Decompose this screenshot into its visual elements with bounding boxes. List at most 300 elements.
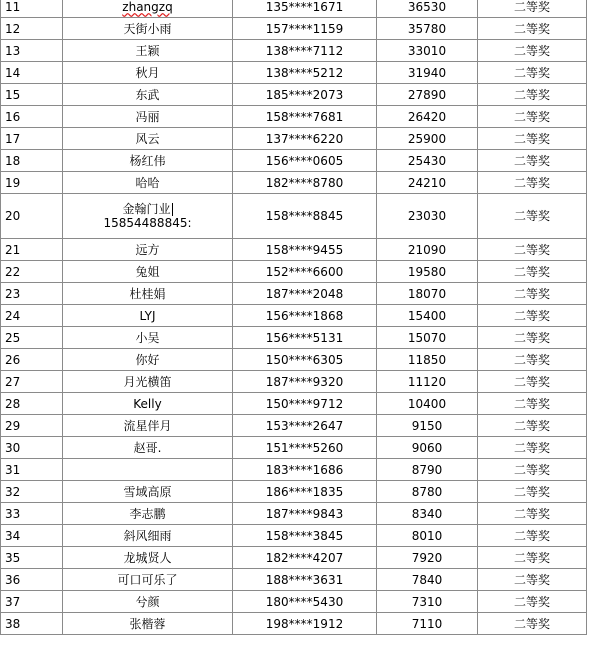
name-cell[interactable] [63,106,233,128]
prize-cell[interactable] [478,591,587,613]
prize-text: 二等奖 [513,594,550,609]
score-text: 8010 [411,528,443,543]
score-cell[interactable] [377,525,478,547]
rank-text: 15 [5,87,21,102]
rank-text: 37 [5,594,21,609]
score-cell[interactable] [377,194,478,239]
rank-text: 24 [5,308,21,323]
score-text: 35780 [407,21,447,36]
prize-cell[interactable] [478,437,587,459]
rank-cell[interactable] [1,84,63,106]
name-text: 月光横笛 [123,374,172,389]
rank-cell[interactable] [1,128,63,150]
name-text: 天街小雨 [123,21,172,36]
name-text: 斜风细雨 [123,528,172,543]
phone-cell[interactable] [233,327,377,349]
name-text: 可口可乐了 [117,572,178,587]
rank-text: 32 [5,484,21,499]
rank-cell[interactable] [1,349,63,371]
rank-cell[interactable] [1,261,63,283]
prize-cell[interactable] [478,62,587,84]
rank-text: 25 [5,330,21,345]
score-text: 8780 [411,484,443,499]
score-cell[interactable] [377,371,478,393]
phone-cell[interactable] [233,437,377,459]
rank-cell[interactable] [1,172,63,194]
phone-cell[interactable] [233,503,377,525]
name-cell[interactable] [63,569,233,591]
score-text: 11120 [407,374,447,389]
score-text: 19580 [407,264,447,279]
name-cell[interactable] [63,305,233,327]
prize-cell[interactable] [478,569,587,591]
prize-text: 二等奖 [513,330,550,345]
prize-text: 二等奖 [513,308,550,323]
rank-cell[interactable] [1,569,63,591]
phone-cell[interactable] [233,459,377,481]
name-cell[interactable] [63,239,233,261]
prize-cell[interactable] [478,0,587,18]
phone-text: 150****6305 [265,352,344,367]
phone-cell[interactable] [233,194,377,239]
score-cell[interactable] [377,0,478,18]
prize-cell[interactable] [478,613,587,635]
name-cell[interactable] [63,194,233,239]
name-cell[interactable] [63,459,233,481]
table-row [1,261,587,283]
rank-text: 21 [5,242,21,257]
prize-text: 二等奖 [513,109,550,124]
rank-cell[interactable] [1,591,63,613]
prize-cell[interactable] [478,371,587,393]
name-cell[interactable] [63,0,233,18]
phone-cell[interactable] [233,525,377,547]
phone-cell[interactable] [233,481,377,503]
score-text: 25430 [407,153,447,168]
rank-cell[interactable] [1,194,63,239]
name-cell[interactable] [63,18,233,40]
score-text: 7310 [411,594,443,609]
score-text: 10400 [407,396,447,411]
prize-text: 二等奖 [513,484,550,499]
rank-text: 18 [5,153,21,168]
rank-cell[interactable] [1,283,63,305]
phone-text: 183****1686 [265,462,344,477]
prize-text: 二等奖 [513,286,550,301]
score-cell[interactable] [377,40,478,62]
name-line-1 [63,202,232,216]
rank-text: 23 [5,286,21,301]
table-row [1,40,587,62]
prize-cell[interactable] [478,547,587,569]
table-row [1,613,587,635]
phone-text: 187****9320 [265,374,344,389]
rank-text: 31 [5,462,21,477]
rank-text: 17 [5,131,21,146]
name-text: 杨红伟 [129,153,166,168]
name-cell[interactable] [63,150,233,172]
phone-text: 150****9712 [265,396,344,411]
name-cell[interactable] [63,437,233,459]
rank-cell[interactable] [1,239,63,261]
table-row [1,0,587,18]
name-text: 兮颜 [135,594,160,609]
rank-cell[interactable] [1,62,63,84]
score-text: 18070 [407,286,447,301]
prize-text: 二等奖 [513,0,550,14]
name-text: 冯丽 [135,109,160,124]
rank-cell[interactable] [1,393,63,415]
rank-text: 19 [5,175,21,190]
name-text: 兔姐 [135,264,160,279]
name-cell[interactable] [63,525,233,547]
prize-cell[interactable] [478,40,587,62]
table-row [1,525,587,547]
winners-table-body [1,0,587,635]
phone-cell[interactable] [233,106,377,128]
score-cell[interactable] [377,305,478,327]
rank-text: 38 [5,616,21,631]
phone-text: 186****1835 [265,484,344,499]
name-cell[interactable] [63,591,233,613]
rank-text: 29 [5,418,21,433]
prize-text: 二等奖 [513,242,550,257]
phone-text: 158****9455 [265,242,344,257]
name-text: 杜桂娟 [129,286,166,301]
score-text: 9060 [411,440,443,455]
name-cell[interactable] [63,349,233,371]
score-cell[interactable] [377,62,478,84]
phone-cell[interactable] [233,62,377,84]
phone-text: 182****4207 [265,550,344,565]
rank-text: 30 [5,440,21,455]
score-cell[interactable] [377,569,478,591]
rank-cell[interactable] [1,437,63,459]
rank-text: 35 [5,550,21,565]
score-cell[interactable] [377,283,478,305]
name-cell[interactable] [63,84,233,106]
name-text: 秋月 [135,65,160,80]
name-cell[interactable] [63,503,233,525]
rank-cell[interactable] [1,547,63,569]
rank-text: 16 [5,109,21,124]
score-text: 15070 [407,330,447,345]
rank-text: 26 [5,352,21,367]
score-cell[interactable] [377,18,478,40]
prize-text: 二等奖 [513,572,550,587]
phone-text: 138****7112 [265,43,344,58]
score-cell[interactable] [377,481,478,503]
prize-text: 二等奖 [513,352,550,367]
name-cell[interactable] [63,415,233,437]
phone-text: 153****2647 [265,418,344,433]
phone-cell[interactable] [233,18,377,40]
prize-text: 二等奖 [513,462,550,477]
phone-text: 151****5260 [265,440,344,455]
rank-cell[interactable] [1,503,63,525]
name-text: zhangzq [122,0,173,14]
rank-cell[interactable] [1,0,63,18]
prize-cell[interactable] [478,172,587,194]
phone-cell[interactable] [233,150,377,172]
name-cell[interactable] [63,393,233,415]
score-cell[interactable] [377,349,478,371]
score-text: 7920 [411,550,443,565]
name-text: Kelly [133,396,162,411]
phone-cell[interactable] [233,613,377,635]
score-text: 8340 [411,506,443,521]
rank-cell[interactable] [1,305,63,327]
rank-cell[interactable] [1,18,63,40]
table-row [1,18,587,40]
phone-text: 187****2048 [265,286,344,301]
rank-text: 34 [5,528,21,543]
score-cell[interactable] [377,547,478,569]
score-text: 15400 [407,308,447,323]
rank-text: 36 [5,572,21,587]
phone-cell[interactable] [233,305,377,327]
name-text: 雪域高原 [123,484,172,499]
score-text: 9150 [411,418,443,433]
rank-text: 33 [5,506,21,521]
name-text: 远方 [135,242,160,257]
table-row [1,239,587,261]
score-cell[interactable] [377,613,478,635]
prize-text: 二等奖 [513,65,550,80]
table-row [1,481,587,503]
rank-text: 28 [5,396,21,411]
phone-text: 158****7681 [265,109,344,124]
table-row [1,327,587,349]
phone-cell[interactable] [233,283,377,305]
prize-cell[interactable] [478,283,587,305]
score-text: 31940 [407,65,447,80]
table-row [1,371,587,393]
rank-cell[interactable] [1,613,63,635]
phone-cell[interactable] [233,393,377,415]
phone-cell[interactable] [233,172,377,194]
rank-cell[interactable] [1,525,63,547]
phone-cell[interactable] [233,415,377,437]
phone-text: 156****1868 [265,308,344,323]
name-text: 风云 [135,131,160,146]
table-row [1,172,587,194]
table-row [1,84,587,106]
score-cell[interactable] [377,84,478,106]
score-cell[interactable] [377,172,478,194]
score-text: 24210 [407,175,447,190]
prize-text: 二等奖 [513,175,550,190]
phone-text: 185****2073 [265,87,344,102]
name-cell[interactable] [63,128,233,150]
score-cell[interactable] [377,437,478,459]
table-row [1,194,587,239]
prize-cell[interactable] [478,106,587,128]
prize-cell[interactable] [478,393,587,415]
prize-text: 二等奖 [513,264,550,279]
phone-cell[interactable] [233,547,377,569]
score-text: 8790 [411,462,443,477]
table-row [1,349,587,371]
prize-cell[interactable] [478,150,587,172]
name-cell[interactable] [63,481,233,503]
prize-text: 二等奖 [513,87,550,102]
phone-text: 152****6600 [265,264,344,279]
prize-text: 二等奖 [513,209,550,223]
score-cell[interactable] [377,591,478,613]
table-row [1,283,587,305]
prize-cell[interactable] [478,459,587,481]
score-text: 33010 [407,43,447,58]
name-text: 王颖 [135,43,160,58]
prize-cell[interactable] [478,261,587,283]
prize-cell[interactable] [478,327,587,349]
phone-text: 156****0605 [265,153,344,168]
score-text: 7110 [411,616,443,631]
table-row [1,62,587,84]
table-row [1,128,587,150]
score-cell[interactable] [377,128,478,150]
prize-cell[interactable] [478,305,587,327]
prize-cell[interactable] [478,128,587,150]
prize-cell[interactable] [478,525,587,547]
table-row [1,459,587,481]
prize-text: 二等奖 [513,440,550,455]
name-text: 东武 [135,87,160,102]
phone-text: 138****5212 [265,65,344,80]
name-text: 赵哥. [133,440,162,455]
score-text: 7840 [411,572,443,587]
table-row [1,305,587,327]
table-row [1,503,587,525]
rank-cell[interactable] [1,371,63,393]
rank-text: 11 [5,0,21,14]
rank-text: 14 [5,65,21,80]
phone-cell[interactable] [233,591,377,613]
phone-text: 158****8845 [265,209,344,223]
rank-cell[interactable] [1,40,63,62]
name-cell[interactable] [63,283,233,305]
prize-text: 二等奖 [513,43,550,58]
rank-cell[interactable] [1,415,63,437]
name-cell[interactable] [63,62,233,84]
table-row [1,591,587,613]
prize-text: 二等奖 [513,506,550,521]
name-cell[interactable] [63,261,233,283]
score-text: 23030 [407,209,447,223]
score-text: 11850 [407,352,447,367]
table-row [1,437,587,459]
name-text: 小吴 [135,330,160,345]
name-text: LYJ [139,308,156,323]
table-row [1,569,587,591]
name-text: 金翰门业 [122,202,171,216]
table-row [1,415,587,437]
prize-text: 二等奖 [513,131,550,146]
phone-text: 188****3631 [265,572,344,587]
rank-cell[interactable] [1,150,63,172]
prize-text: 二等奖 [513,550,550,565]
table-row [1,393,587,415]
prize-text: 二等奖 [513,528,550,543]
phone-cell[interactable] [233,40,377,62]
phone-cell[interactable] [233,128,377,150]
rank-cell[interactable] [1,481,63,503]
name-cell[interactable] [63,371,233,393]
prize-cell[interactable] [478,481,587,503]
prize-cell[interactable] [478,349,587,371]
phone-cell[interactable] [233,0,377,18]
prize-cell[interactable] [478,18,587,40]
prize-cell[interactable] [478,84,587,106]
prize-text: 二等奖 [513,21,550,36]
phone-text: 156****5131 [265,330,344,345]
phone-cell[interactable] [233,371,377,393]
score-cell[interactable] [377,261,478,283]
phone-text: 198****1912 [265,616,344,631]
phone-text: 187****9843 [265,506,344,521]
name-text: 龙城贤人 [123,550,172,565]
text-cursor [172,203,173,216]
rank-text: 22 [5,264,21,279]
prize-cell[interactable] [478,415,587,437]
prize-cell[interactable] [478,503,587,525]
name-cell[interactable] [63,547,233,569]
name-text: 流星伴月 [123,418,172,433]
score-cell[interactable] [377,327,478,349]
prize-text: 二等奖 [513,396,550,411]
prize-cell[interactable] [478,194,587,239]
phone-cell[interactable] [233,239,377,261]
score-cell[interactable] [377,393,478,415]
prize-text: 二等奖 [513,616,550,631]
score-text: 21090 [407,242,447,257]
name-text: 张楷蓉 [129,616,166,631]
score-cell[interactable] [377,239,478,261]
prize-cell[interactable] [478,239,587,261]
score-cell[interactable] [377,106,478,128]
name-cell[interactable] [63,613,233,635]
name-cell[interactable] [63,40,233,62]
name-text: 李志鹏 [129,506,166,521]
name-text: 你好 [135,352,160,367]
score-cell[interactable] [377,459,478,481]
rank-cell[interactable] [1,459,63,481]
rank-cell[interactable] [1,327,63,349]
rank-cell[interactable] [1,106,63,128]
score-cell[interactable] [377,503,478,525]
score-text: 36530 [407,0,447,14]
table-row [1,150,587,172]
phone-cell[interactable] [233,84,377,106]
table-row [1,547,587,569]
prize-text: 二等奖 [513,418,550,433]
score-cell[interactable] [377,150,478,172]
name-cell[interactable] [63,172,233,194]
phone-cell[interactable] [233,569,377,591]
rank-text: 12 [5,21,21,36]
rank-text: 27 [5,374,21,389]
score-cell[interactable] [377,415,478,437]
phone-text: 137****6220 [265,131,344,146]
phone-text: 182****8780 [265,175,344,190]
phone-cell[interactable] [233,261,377,283]
phone-text: 157****1159 [265,21,344,36]
prize-text: 二等奖 [513,153,550,168]
score-text: 26420 [407,109,447,124]
phone-cell[interactable] [233,349,377,371]
name-cell[interactable] [63,327,233,349]
